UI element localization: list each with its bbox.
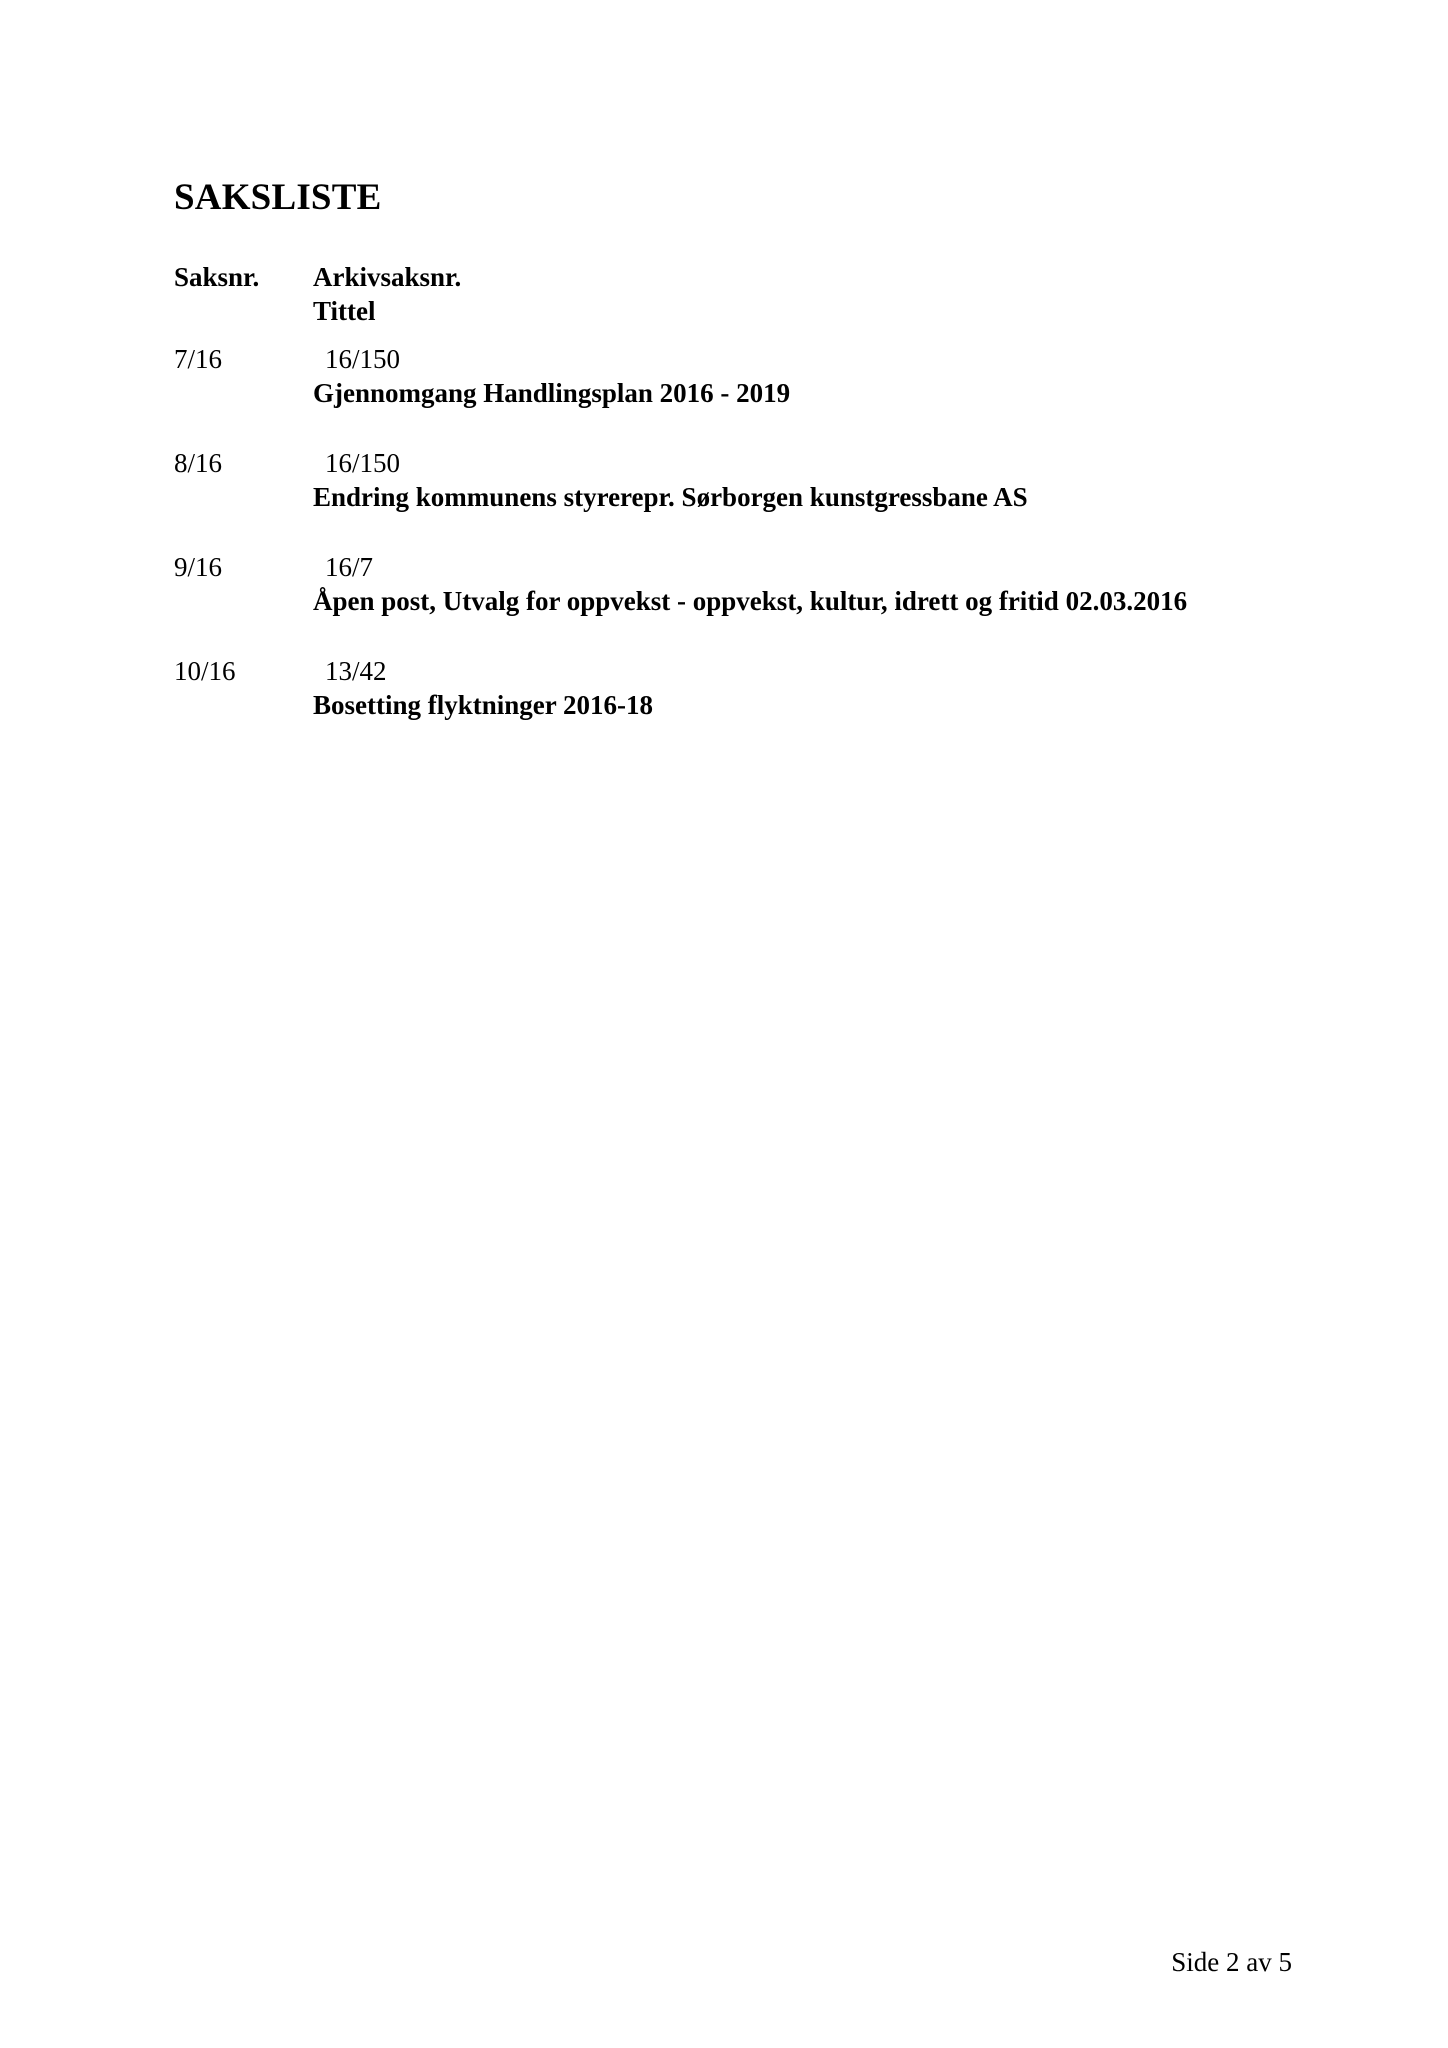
case-item [174,342,1324,446]
case-saksnr: 8/16 [174,448,223,478]
case-item [174,446,1324,550]
page-number: Side 2 av 5 [1171,1947,1292,1977]
page-title: SAKSLISTE [174,177,382,218]
case-saksnr: 7/16 [174,344,223,374]
case-saksnr: 9/16 [174,552,223,582]
case-arkivsaksnr: 16/150 [325,344,401,374]
column-header-tittel: Tittel [313,296,376,326]
case-title: Gjennomgang Handlingsplan 2016 - 2019 [313,378,791,408]
column-header-saksnr: Saksnr. [174,262,260,292]
column-header [174,260,1324,330]
case-arkivsaksnr: 13/42 [325,656,387,686]
case-arkivsaksnr: 16/150 [325,448,401,478]
case-arkivsaksnr: 16/7 [325,552,374,582]
case-title: Bosetting flyktninger 2016-18 [313,690,654,720]
case-item [174,654,1324,758]
case-list [174,342,1324,758]
case-title: Åpen post, Utvalg for oppvekst - oppvekst, kultur, idrett og fritid 02.03.2016 [313,586,1188,616]
case-item [174,550,1324,654]
case-saksnr: 10/16 [174,656,236,686]
column-header-arkivsaksnr: Arkivsaksnr. [313,262,462,292]
case-title: Endring kommunens styrerepr. Sørborgen kunstgressbane AS [313,482,1028,512]
